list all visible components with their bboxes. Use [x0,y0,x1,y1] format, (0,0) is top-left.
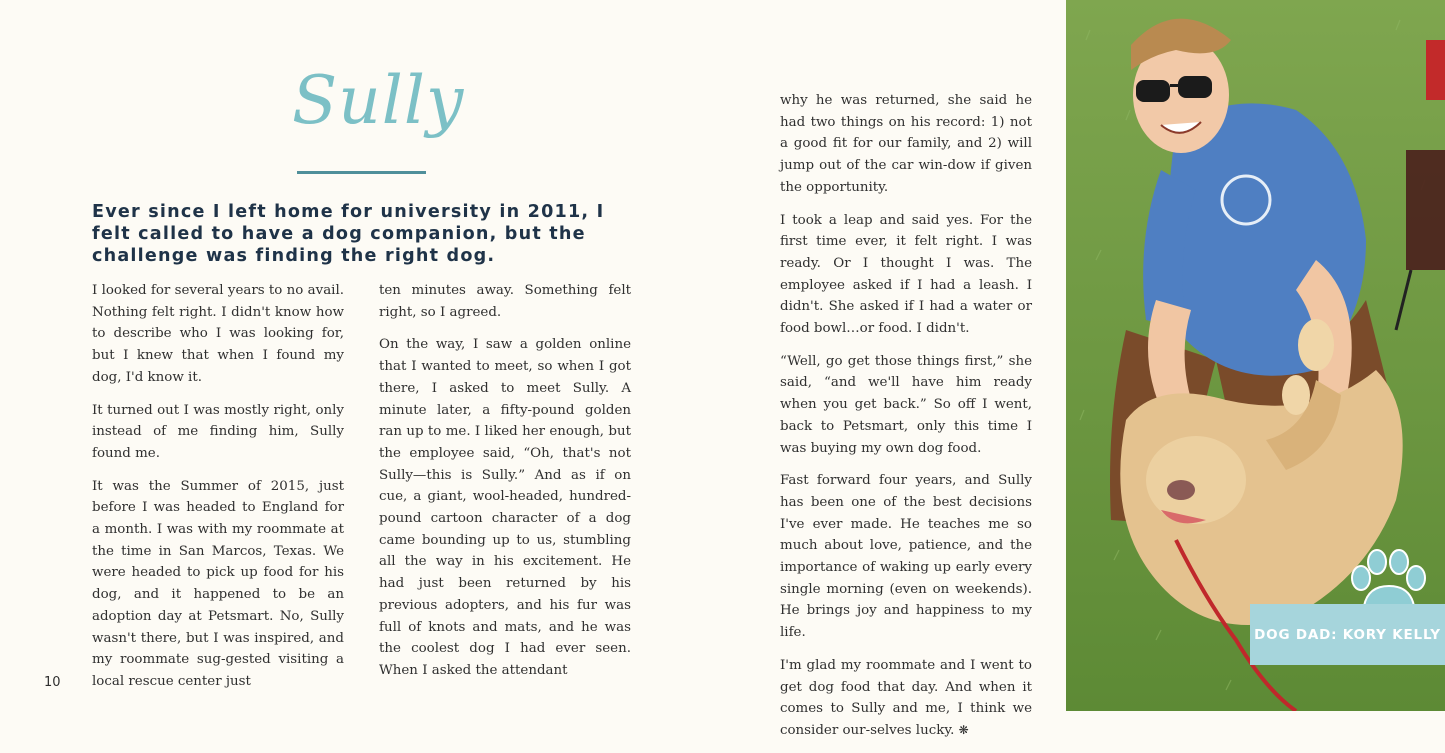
lead-paragraph: Ever since I left home for university in 2011, I felt called to have a dog companion, but the challenge was finding the right dog. [92,202,605,266]
text-column-2 [379,280,631,693]
paragraph: On the way, I saw a golden online that I wanted to meet, so when I got there, I asked to meet Sully. A minute later, a fifty-pound golden ran up to me. I liked her enough, but the employee said, “Oh, that's not Sully—this is Sully.” And as if on cue, a giant, wool-headed, hundred-pound cartoon character of a dog came bounding up to us, stumbling all the way in his excitement. He had just been returned by his previous adopters, and his fur was full of knots and mats, and he was the coolest dog I had ever seen. When I asked the attendant [379,337,631,678]
paragraph [780,655,1032,742]
text-column-1 [92,280,344,704]
paragraph: It was the Summer of 2015, just before I was headed to England for a month. I was with my roommate at the time in San Marcos, Texas. We were headed to pick up food for his dog, and it happened to be an adoption day at Petsmart. No, Sully wasn't there, but I was inspired, and my roommate sug-gested visiting a local rescue center just [92,478,344,689]
paragraph: Fast forward four years, and Sully has been one of the best decisions I've ever made. He teaches me so much about love, patience, and the importance of waking up early every single morning (even on weekends). He brings joy and happiness to my life. [780,473,1032,641]
paragraph: I took a leap and said yes. For the first time ever, it felt right. I was ready. Or I thought I was. The employee asked if I had a leash. I didn't. She asked if I had a water or food bowl…or food. I didn't. [780,212,1032,337]
paragraph: “Well, go get those things first,” she said, “and we'll have him ready when you get back.” So off I went, back to Petsmart, only this time I was buying my own dog food. [780,353,1032,456]
photo-caption: DOG DAD: KORY KELLY [1250,604,1445,665]
page-title: Sully [292,62,465,139]
text-column-3 [780,90,1032,753]
paragraph-text: I'm glad my roommate and I went to get dog food that day. And when it comes to Sully and me, I think we consider our-selves lucky. [780,657,1032,738]
paragraph: It turned out I was mostly right, only instead of me finding him, Sully found me. [92,402,344,461]
title-underline [297,171,426,174]
paragraph: ten minutes away. Something felt right, so I agreed. [379,283,631,320]
paragraph: why he was returned, she said he had two things on his record: 1) not a good fit for our family, and 2) will jump out of the car win-dow if given the opportunity. [780,93,1032,195]
paragraph: I looked for several years to no avail. Nothing felt right. I didn't know how to describe who I was looking for, but I knew that when I found my dog, I'd know it. [92,283,344,385]
page-number: 10 [44,675,61,690]
end-mark-icon: ❋ [958,722,969,737]
